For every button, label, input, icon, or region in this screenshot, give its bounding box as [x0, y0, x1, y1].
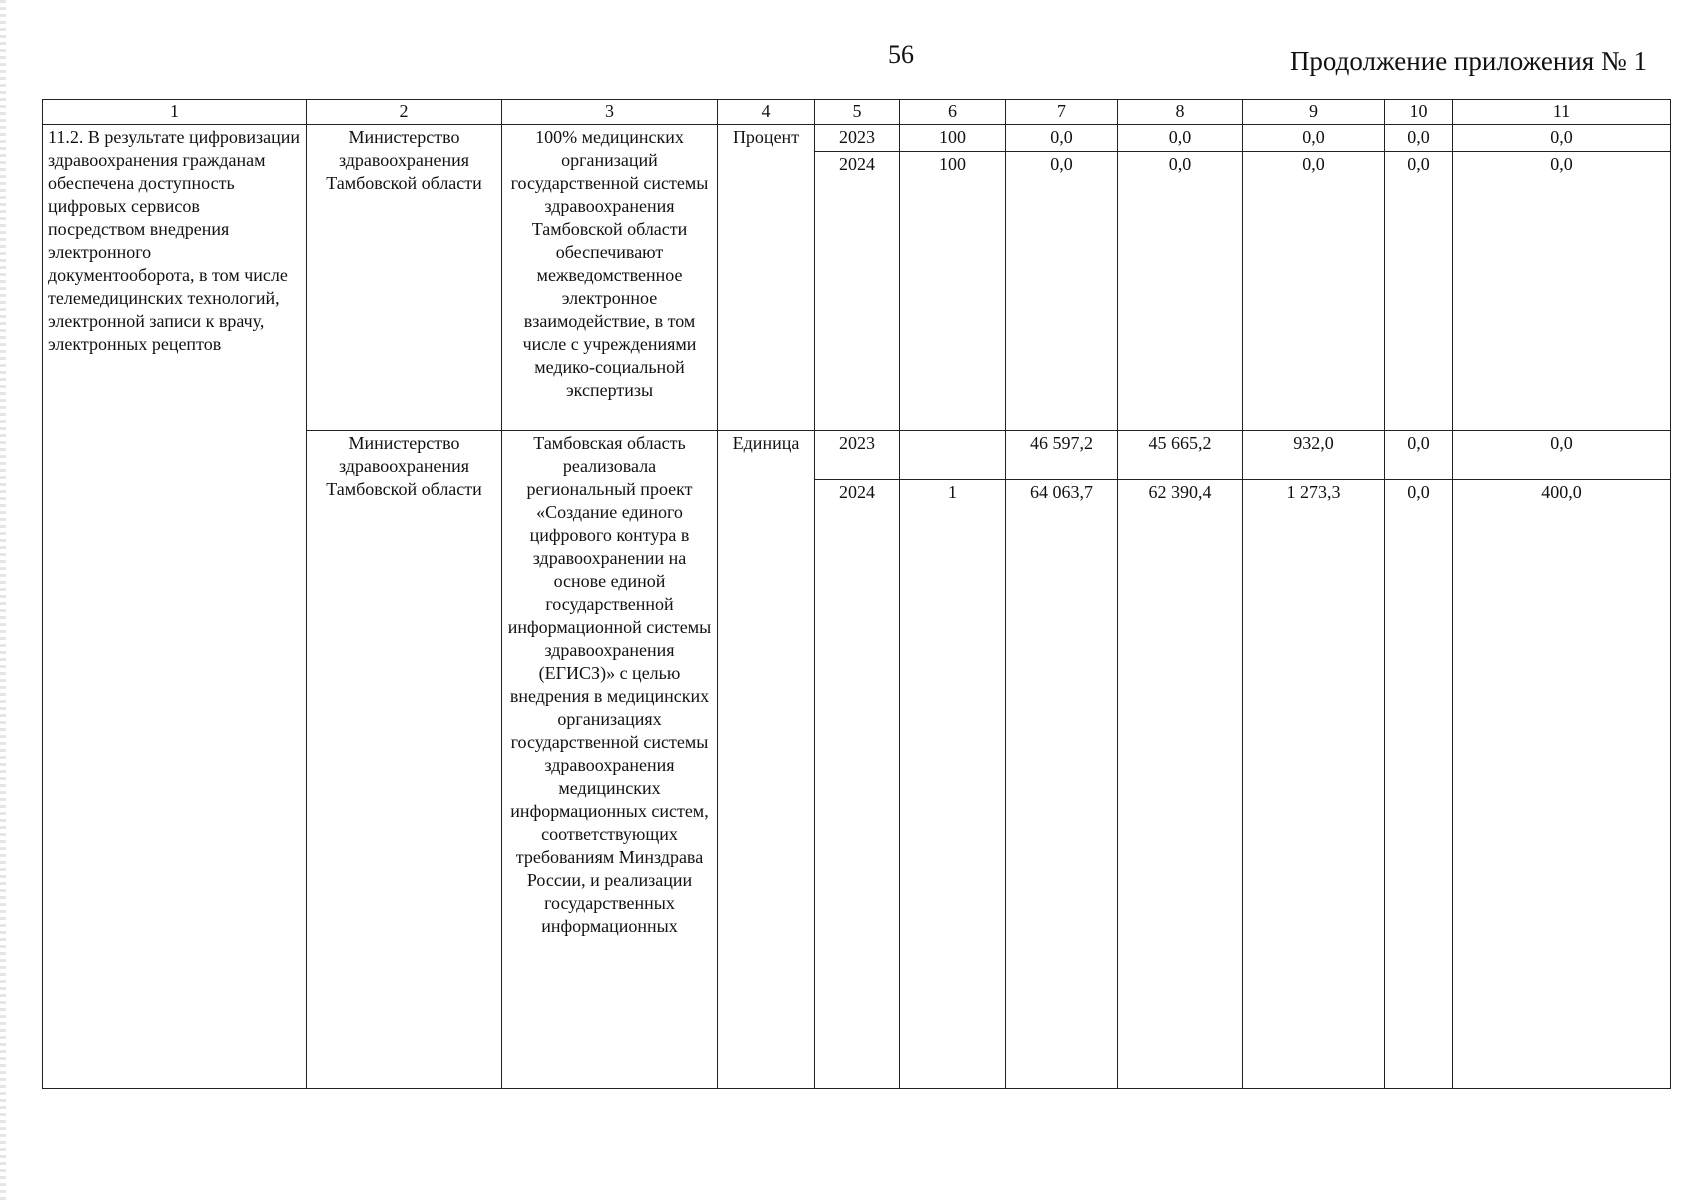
header-cell: 6	[900, 100, 1006, 125]
header-cell: 3	[502, 100, 718, 125]
year-cell: 2023	[815, 125, 900, 152]
amount-cell: 0,0	[1385, 431, 1453, 480]
amount-cell: 0,0	[1453, 431, 1671, 480]
year-cell: 2023	[815, 431, 900, 480]
value-cell	[900, 431, 1006, 480]
header-cell: 10	[1385, 100, 1453, 125]
amount-cell: 64 063,7	[1006, 480, 1118, 515]
amount-cell: 0,0	[1385, 152, 1453, 431]
page-number: 56	[888, 40, 914, 69]
table-row	[43, 125, 1671, 152]
responsible-cell: Министерство здравоохранения Тамбовской области	[307, 431, 502, 1089]
header-cell: 4	[718, 100, 815, 125]
amount-cell: 0,0	[1006, 152, 1118, 431]
amount-cell: 400,0	[1453, 480, 1671, 515]
responsible-cell: Министерство здравоохранения Тамбовской области	[307, 125, 502, 431]
header-cell: 5	[815, 100, 900, 125]
amount-cell: 0,0	[1453, 152, 1671, 431]
year-cell: 2024	[815, 152, 900, 431]
amount-cell: 0,0	[1243, 152, 1385, 431]
amount-cell: 0,0	[1118, 152, 1243, 431]
header-cell: 11	[1453, 100, 1671, 125]
amount-cell: 62 390,4	[1118, 480, 1243, 515]
empty-cell	[1453, 514, 1671, 1089]
header-cell: 9	[1243, 100, 1385, 125]
empty-cell	[1118, 514, 1243, 1089]
empty-cell	[815, 514, 900, 1089]
value-cell: 100	[900, 125, 1006, 152]
indicators-table	[42, 99, 1671, 1089]
amount-cell: 0,0	[1118, 125, 1243, 152]
header-cell: 2	[307, 100, 502, 125]
amount-cell: 932,0	[1243, 431, 1385, 480]
amount-cell: 0,0	[1385, 125, 1453, 152]
indicator-cell: Тамбовская область реализовала региональный проект «Создание единого цифрового контура в здравоохранении на основе единой государственной информационной системы здравоохранения (ЕГИСЗ)» с целью внедрения в медицинских организациях государственной системы здравоохранения медицинских информационных систем, соответствующих требованиям Минздрава России, и реализации государственных информационных	[502, 431, 718, 1089]
amount-cell: 1 273,3	[1243, 480, 1385, 515]
header-row	[43, 100, 1671, 125]
result-title-cell: 11.2. В результате цифровизации здравоохранения гражданам обеспечена доступность цифровых сервисов посредством внедрения электронного документооборота, в том числе телемедицинских технологий, электронной записи к врачу, электронных рецептов	[43, 125, 307, 1089]
year-cell: 2024	[815, 480, 900, 515]
amount-cell: 0,0	[1385, 480, 1453, 515]
continuation-label: Продолжение приложения № 1	[1289, 46, 1647, 76]
header-cell: 8	[1118, 100, 1243, 125]
empty-cell	[1243, 514, 1385, 1089]
amount-cell: 0,0	[1243, 125, 1385, 152]
indicator-cell: 100% медицинских организаций государственной системы здравоохранения Тамбовской области обеспечивают межведомственное электронное взаимодействие, в том числе с учреждениями медико-социальной экспертизы	[502, 125, 718, 431]
scan-edge	[0, 0, 6, 1200]
amount-cell: 0,0	[1006, 125, 1118, 152]
amount-cell: 0,0	[1453, 125, 1671, 152]
header-cell: 7	[1006, 100, 1118, 125]
unit-cell: Процент	[718, 125, 815, 431]
header-cell: 1	[43, 100, 307, 125]
unit-cell: Единица	[718, 431, 815, 1089]
value-cell: 1	[900, 480, 1006, 515]
value-cell: 100	[900, 152, 1006, 431]
amount-cell: 46 597,2	[1006, 431, 1118, 480]
amount-cell: 45 665,2	[1118, 431, 1243, 480]
empty-cell	[1385, 514, 1453, 1089]
empty-cell	[1006, 514, 1118, 1089]
empty-cell	[900, 514, 1006, 1089]
